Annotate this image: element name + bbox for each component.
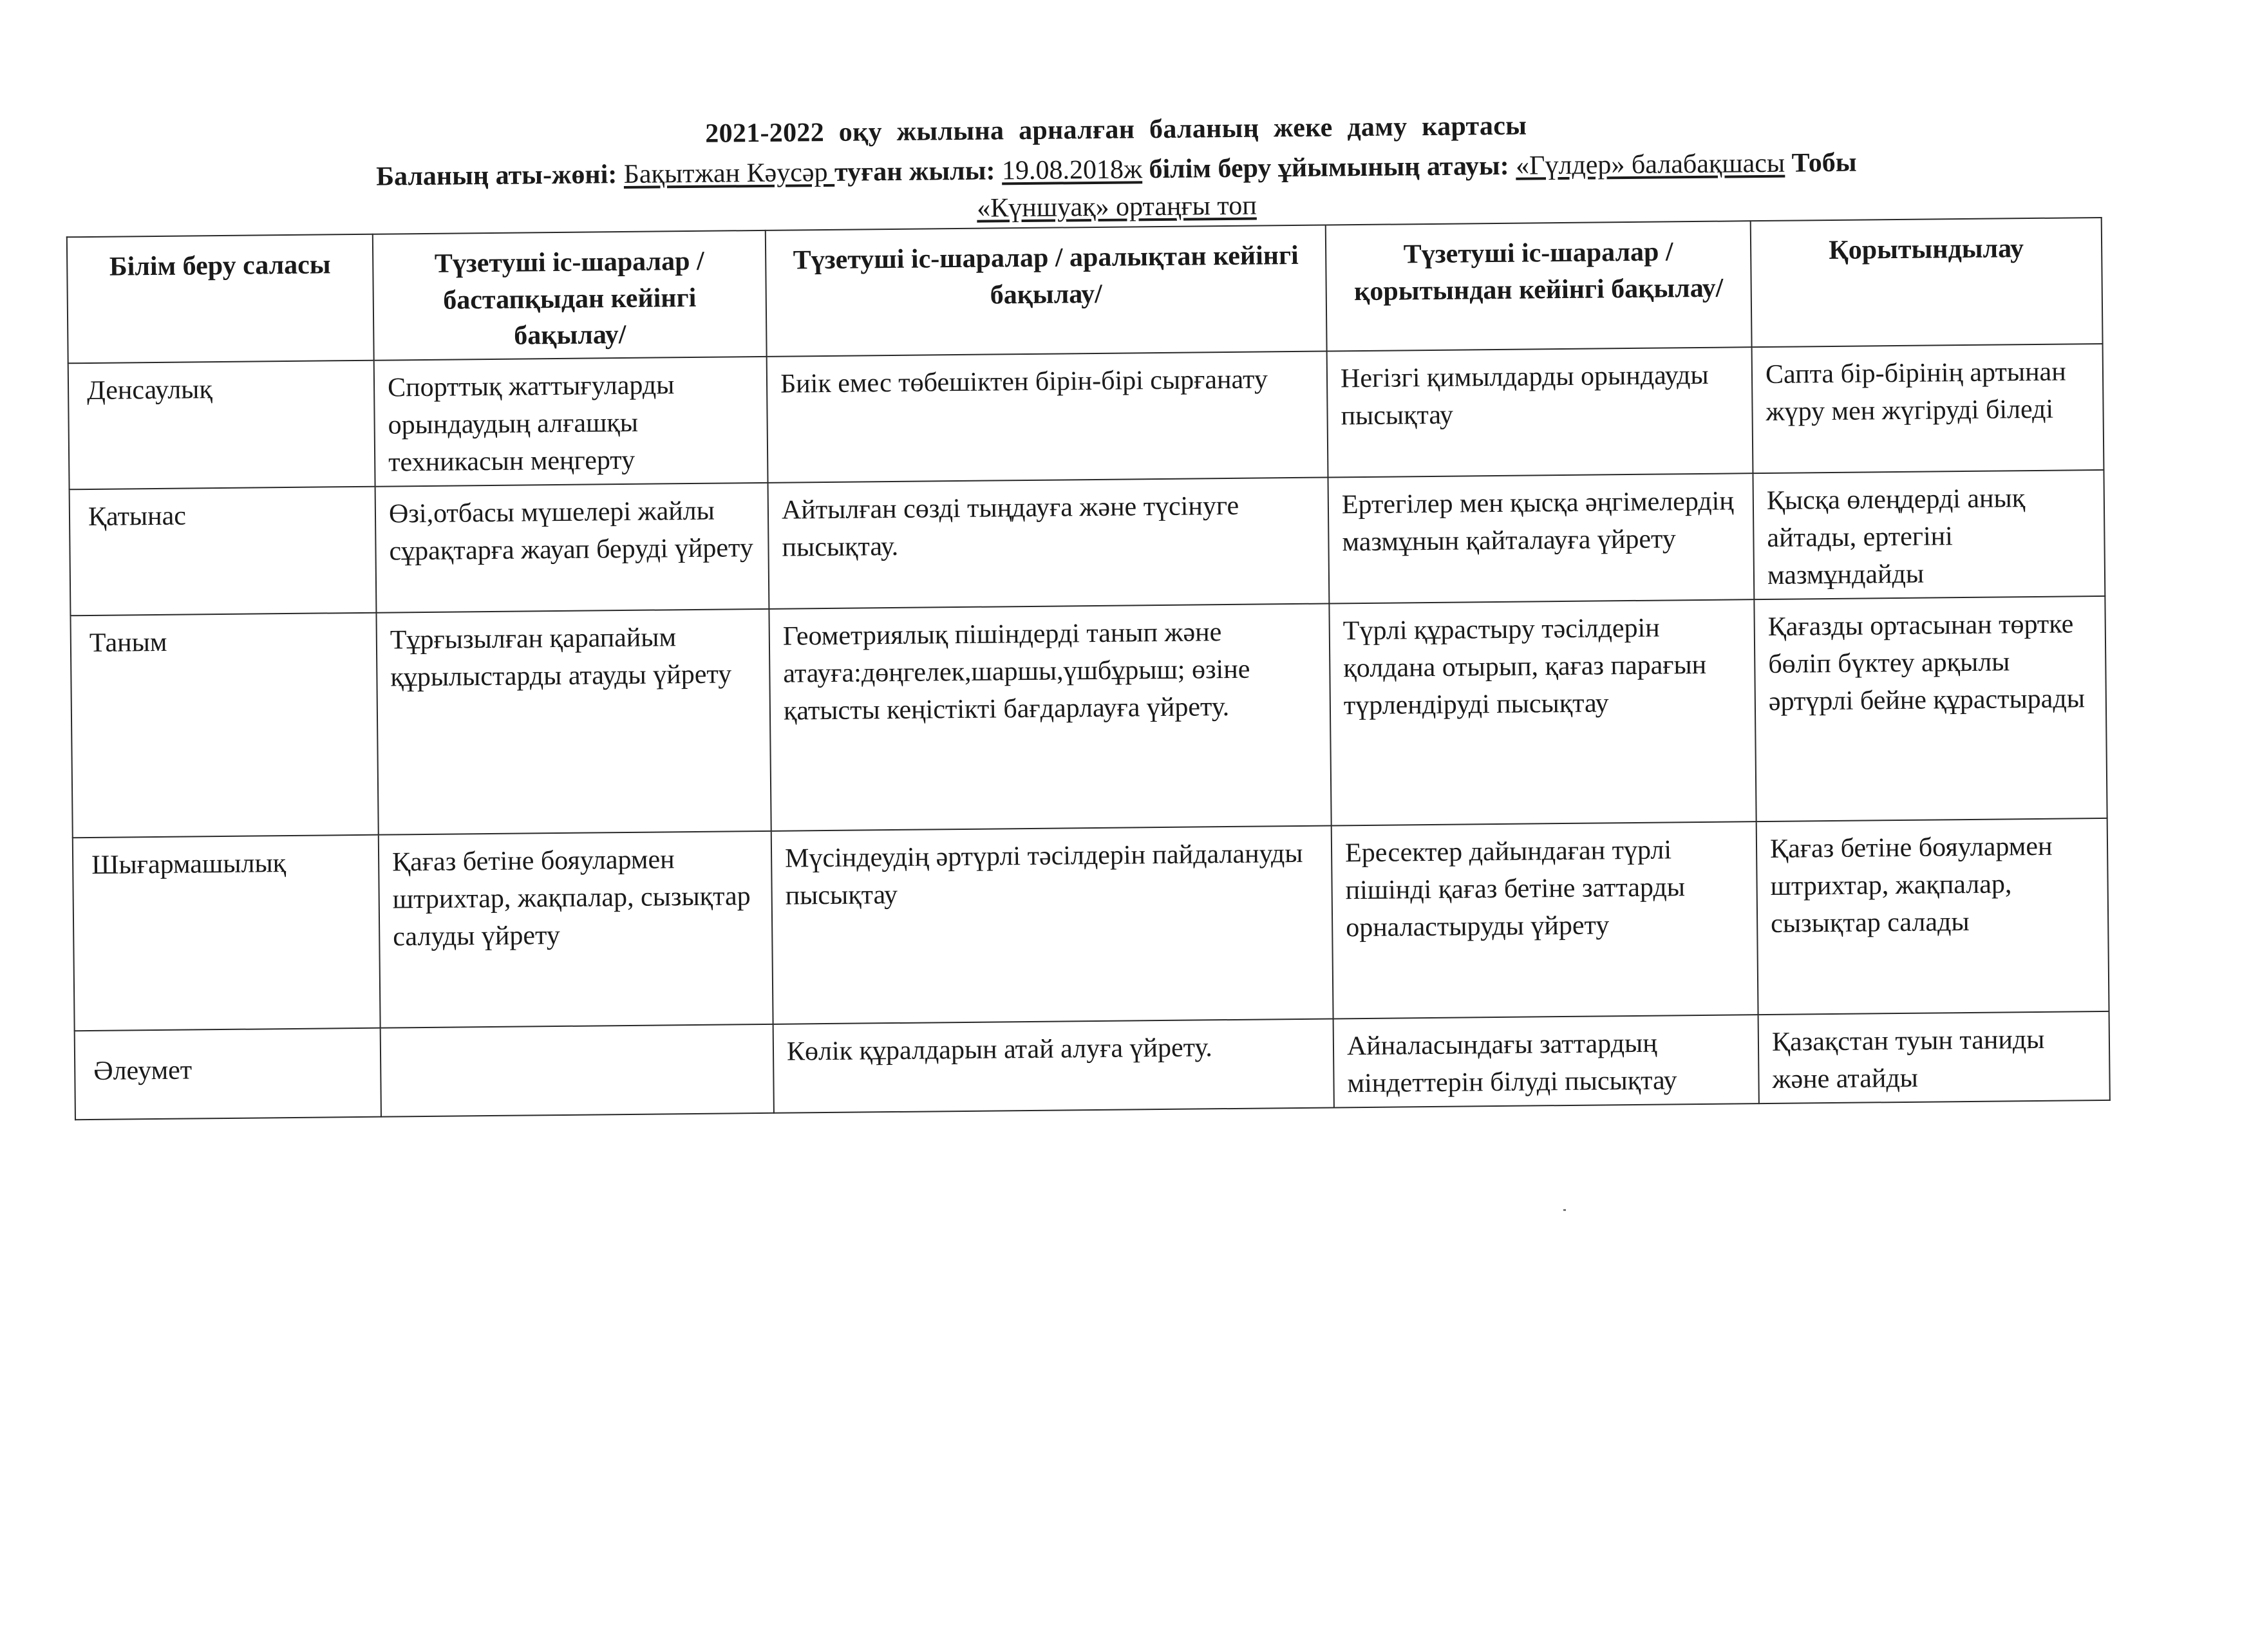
table-row (73, 818, 2109, 1031)
group-value: «Күншуақ» ортаңғы топ (976, 191, 1257, 223)
table-row (70, 596, 2107, 838)
initial-cell: Қағаз бетіне бояулармен штрихтар, жақпалар, сызықтар салуды үйрету (379, 831, 773, 1028)
initial-cell (381, 1024, 774, 1117)
initial-cell: Спорттық жаттығуларды орындаудың алғашқы техникасын меңгерту (374, 357, 768, 487)
final-cell: Ертегілер мен қысқа әңгімелердің мазмұнын қайталауға үйрету (1328, 473, 1754, 603)
final-cell: Айналасындағы заттардың міндеттерін білуді пысықтау (1333, 1015, 1759, 1107)
intermediate-cell: Геометриялық пішіндерді танып және атауға:дөңгелек,шаршы,үшбұрыш; өзіне қатысты кеңістікті бағдарлауға үйрету. (769, 603, 1331, 831)
summary-cell: Сапта бір-бірінің артынан жүру мен жүгіруді біледі (1752, 344, 2104, 473)
header-summary: Қорытындылау (1751, 218, 2103, 347)
table-row (70, 470, 2105, 615)
birth-label: туған жылы: (834, 156, 1003, 187)
org-label: білім беру ұйымының атауы: (1142, 151, 1516, 185)
table-row (68, 344, 2104, 489)
document-title: 2021-2022 оқу жылына арналған баланың жеке даму картасы (705, 111, 1527, 149)
group-label: Тобы (1784, 147, 1857, 178)
scan-speck (1563, 1209, 1566, 1211)
org-value: «Гүлдер» балабақшасы (1515, 148, 1785, 181)
header-intermediate: Түзетуші іс-шаралар / аралықтан кейінгі бақылау/ (766, 225, 1327, 357)
final-cell: Ересектер дайындаған түрлі пішінді қағаз бетіне заттарды орналастыруды үйрету (1332, 821, 1758, 1018)
header-final: Түзетуші іс-шаралар / қорытындан кейінгі бақылау/ (1326, 221, 1752, 351)
initial-cell: Өзі,отбасы мүшелері жайлы сұрақтарға жауап беруді үйрету (375, 483, 769, 613)
area-cell: Денсаулық (68, 361, 375, 489)
name-label: Баланың аты-жөні: (376, 159, 624, 192)
area-cell: Әлеумет (75, 1028, 381, 1119)
intermediate-cell: Көлік құралдарын атай алуға үйрету. (773, 1018, 1334, 1112)
development-table (66, 217, 2111, 1120)
area-cell: Таным (70, 612, 378, 838)
area-cell: Шығармашылық (73, 834, 381, 1031)
name-value: Бақытжан Кәусәр (623, 157, 835, 189)
final-cell: Негізгі қимылдарды орындауды пысықтау (1327, 347, 1753, 477)
intermediate-cell: Биік емес төбешіктен бірін-бірі сырғанату (767, 352, 1328, 483)
table-header-row (67, 218, 2103, 363)
area-cell: Қатынас (70, 487, 377, 615)
summary-cell: Қағазды ортасынан төртке бөліп бүктеу арқылы әртүрлі бейне құрастырады (1754, 596, 2107, 821)
final-cell: Түрлі құрастыру тәсілдерін қолдана отырып, қағаз парағын түрлендіруді пысықтау (1329, 599, 1756, 825)
header-area: Білім беру саласы (67, 234, 374, 364)
intermediate-cell: Мүсіндеудің әртүрлі тәсілдерін пайдалануды пысықтау (771, 825, 1333, 1024)
table-row (75, 1011, 2110, 1120)
birth-value: 19.08.2018ж (1001, 155, 1143, 186)
intermediate-cell: Айтылған сөзді тыңдауға және түсінуге пысықтау. (768, 477, 1330, 608)
summary-cell: Қысқа өлеңдерді анық айтады, ертегіні мазмұндайды (1753, 470, 2105, 599)
header-initial: Түзетуші іс-шаралар /бастапқыдан кейінгі бақылау/ (373, 230, 767, 361)
initial-cell: Тұрғызылған қарапайым құрылыстарды атауды үйрету (376, 609, 771, 835)
summary-cell: Қазақстан туын таниды және атайды (1758, 1011, 2110, 1103)
summary-cell: Қағаз бетіне бояулармен штрихтар, жақпалар, сызықтар салады (1756, 818, 2109, 1015)
